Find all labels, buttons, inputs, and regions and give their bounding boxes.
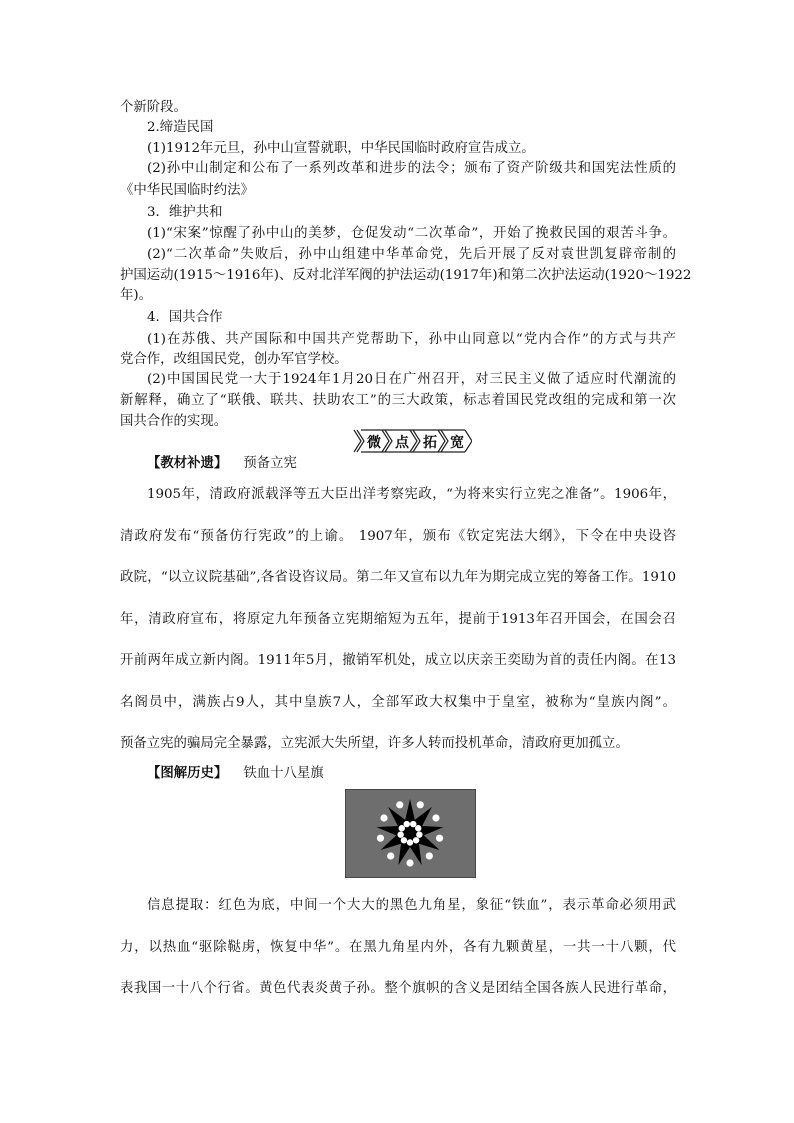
inner-star-dot xyxy=(401,837,407,843)
text-line: (2)中国国民党一大于1924年1月20日在广州召开，对三民主义做了适应时代潮流的 xyxy=(147,372,676,387)
text-line: 国共合作的实现。 xyxy=(120,414,228,429)
text-line: 护国运动(1915～1916年)、反对北洋军阀的护法运动(1917年)和第二次护法运动(1920～1922 xyxy=(120,268,692,283)
section-title: 铁血十八星旗 xyxy=(243,766,324,781)
text-line: 年，清政府宣布，将原定九年预备立宪期缩短为五年，提前于1913年召开国会，在国会召 xyxy=(120,612,676,627)
outer-star-dot xyxy=(396,801,403,808)
text-line: 名阁员中，满族占9人，其中皇族7人，全部军政大权集中于皇室，被称为“皇族内阁”。 xyxy=(120,695,676,710)
text-line: 年)。 xyxy=(120,288,153,303)
section-title: 预备立宪 xyxy=(243,456,297,471)
section-tag: 【图解历史】 xyxy=(147,765,228,781)
outer-star-dot xyxy=(417,801,424,808)
inner-star-dot xyxy=(399,825,405,831)
text-line: (2)“二次革命”失败后，孙中山组建中华革命党，先后开展了反对袁世凯复辟帝制的 xyxy=(147,247,676,262)
text-line: 信息提取：红色为底，中间一个大大的黑色九角星，象征“铁血”，表示革命必须用武 xyxy=(147,898,676,913)
banner-char: 点 xyxy=(395,435,409,451)
banner-char: 拓 xyxy=(423,435,437,451)
inner-star-dot xyxy=(407,839,413,845)
outer-star-dot xyxy=(406,859,413,866)
text-line: 政院，“以立议院基础”,各省设咨议局。第二年又宣布以九年为期完成立宪的筹备工作。1910 xyxy=(120,570,676,585)
iron-blood-18-star-flag xyxy=(345,789,476,878)
text-line: 力，以热血“驱除鞑虏，恢复中华”。在黑九角星内外，各有九颗黄星，一共一十八颗，代 xyxy=(120,940,676,955)
section-tag: 【教材补遗】 xyxy=(147,455,228,471)
text-line: (1)1912年元旦，孙中山宣誓就职，中华民国临时政府宣告成立。 xyxy=(147,141,535,156)
text-line: 预备立宪的骗局完全暴露，立宪派大失所望，许多人转而投机革命，清政府更加孤立。 xyxy=(120,736,629,751)
section-heading: 2.缔造民国 xyxy=(147,120,214,135)
text-line: 表我国一十八个行省。黄色代表炎黄子孙。整个旗帜的含义是团结全国各族人民进行革命， xyxy=(120,981,676,996)
text-line: 个新阶段。 xyxy=(120,100,187,115)
inner-star-dot xyxy=(397,831,403,837)
outer-star-dot xyxy=(380,814,387,821)
inner-star-dot xyxy=(415,825,421,831)
text-line: 1905年，清政府派载泽等五大臣出洋考察宪政，“为将来实行立宪之准备”。1906年， xyxy=(147,487,676,502)
section-banner xyxy=(352,429,472,453)
text-line: 《中华民国临时约法》 xyxy=(120,183,254,198)
subsection-heading xyxy=(147,764,324,783)
subsection-heading xyxy=(147,454,297,473)
inner-star-dot xyxy=(413,837,419,843)
text-line: 党合作，改组国民党，创办军官学校。 xyxy=(120,352,348,367)
outer-star-dot xyxy=(387,852,394,859)
text-line: (2)孙中山制定和公布了一系列改革和进步的法令；颁布了资产阶级共和国宪法性质的 xyxy=(147,161,676,176)
banner-char: 宽 xyxy=(450,435,464,451)
inner-star-dot xyxy=(416,831,422,837)
text-line: 开前两年成立新内阁。1911年5月，撤销军机处，成立以庆亲王奕劻为首的责任内阁。在13 xyxy=(120,653,676,668)
text-line: (1)“宋案”惊醒了孙中山的美梦，仓促发动“二次革命”，开始了挽救民国的艰苦斗争。 xyxy=(147,226,676,241)
outer-star-dot xyxy=(377,835,384,842)
section-heading: 3．维护共和 xyxy=(147,205,223,220)
inner-star-dot xyxy=(410,821,416,827)
section-heading: 4．国共合作 xyxy=(147,310,223,325)
outer-star-dot xyxy=(432,814,439,821)
text-line: (1)在苏俄、共产国际和中国共产党帮助下，孙中山同意以“党内合作”的方式与共产 xyxy=(147,332,676,347)
inner-star-dot xyxy=(404,821,410,827)
text-line: 清政府发布“预备仿行宪政”的上谕。 1907年，颁布《钦定宪法大纲》，下令在中央设咨 xyxy=(120,529,676,544)
outer-star-dot xyxy=(426,852,433,859)
text-line: 新解释，确立了“联俄、联共、扶助农工”的三大政策，标志着国民党改组的完成和第一次 xyxy=(120,393,676,408)
outer-star-dot xyxy=(436,835,443,842)
banner-char: 微 xyxy=(367,435,381,451)
